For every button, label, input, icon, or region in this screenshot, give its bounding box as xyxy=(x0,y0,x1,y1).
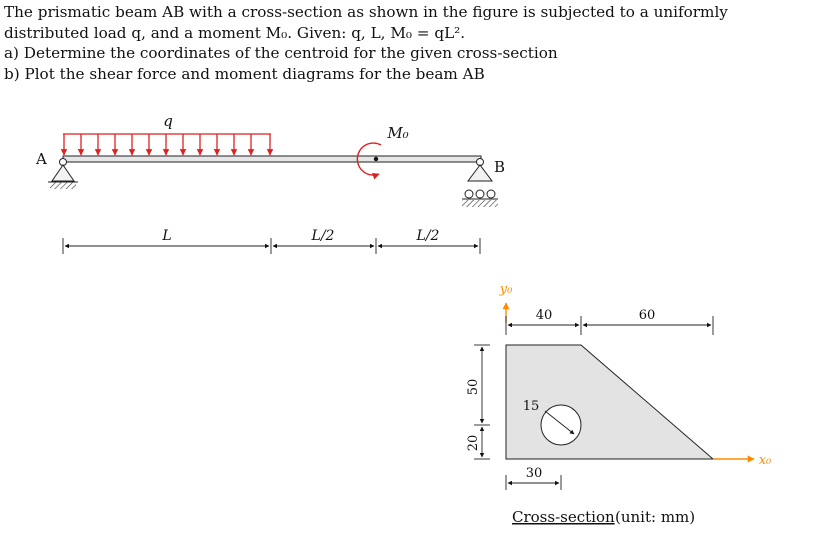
problem-line-4: b) Plot the shear force and moment diagrams for the beam AB xyxy=(4,64,485,83)
dim-hole-radius: 15 xyxy=(522,399,540,414)
dim-label-l2-mid: L/2 xyxy=(311,228,335,244)
dim-label-l2-right: L/2 xyxy=(416,228,440,244)
support-a-label: A xyxy=(36,150,47,168)
dim-top-40: 40 xyxy=(535,308,553,323)
beam-diagram xyxy=(35,112,505,254)
support-a xyxy=(48,159,78,190)
load-label: q xyxy=(163,112,173,130)
support-b-label: B xyxy=(494,158,506,176)
distributed-load xyxy=(63,134,271,155)
dim-center-y-20: 20 xyxy=(466,434,481,452)
x-axis-label: x₀ xyxy=(758,453,772,468)
section-hole xyxy=(541,405,581,445)
beam-body xyxy=(63,156,481,162)
problem-line-2: distributed load q, and a moment M₀. Given: q, L, M₀ = qL². xyxy=(4,23,466,42)
moment-label: M₀ xyxy=(387,124,409,142)
support-b xyxy=(462,159,498,208)
cross-section xyxy=(466,282,772,526)
problem-line-1: The prismatic beam AB with a cross-section as shown in the figure is subjected to a uniformly xyxy=(4,3,728,21)
section-caption: Cross-section xyxy=(512,508,615,526)
section-caption-unit: (unit: mm) xyxy=(615,508,696,526)
dim-label-l: L xyxy=(162,228,172,244)
y-axis-label: y₀ xyxy=(499,282,513,297)
problem-line-3: a) Determine the coordinates of the centroid for the given cross-section xyxy=(4,44,558,62)
dim-height-50: 50 xyxy=(466,378,481,396)
dim-center-x-30: 30 xyxy=(525,466,543,481)
dim-top-60: 60 xyxy=(638,308,656,323)
